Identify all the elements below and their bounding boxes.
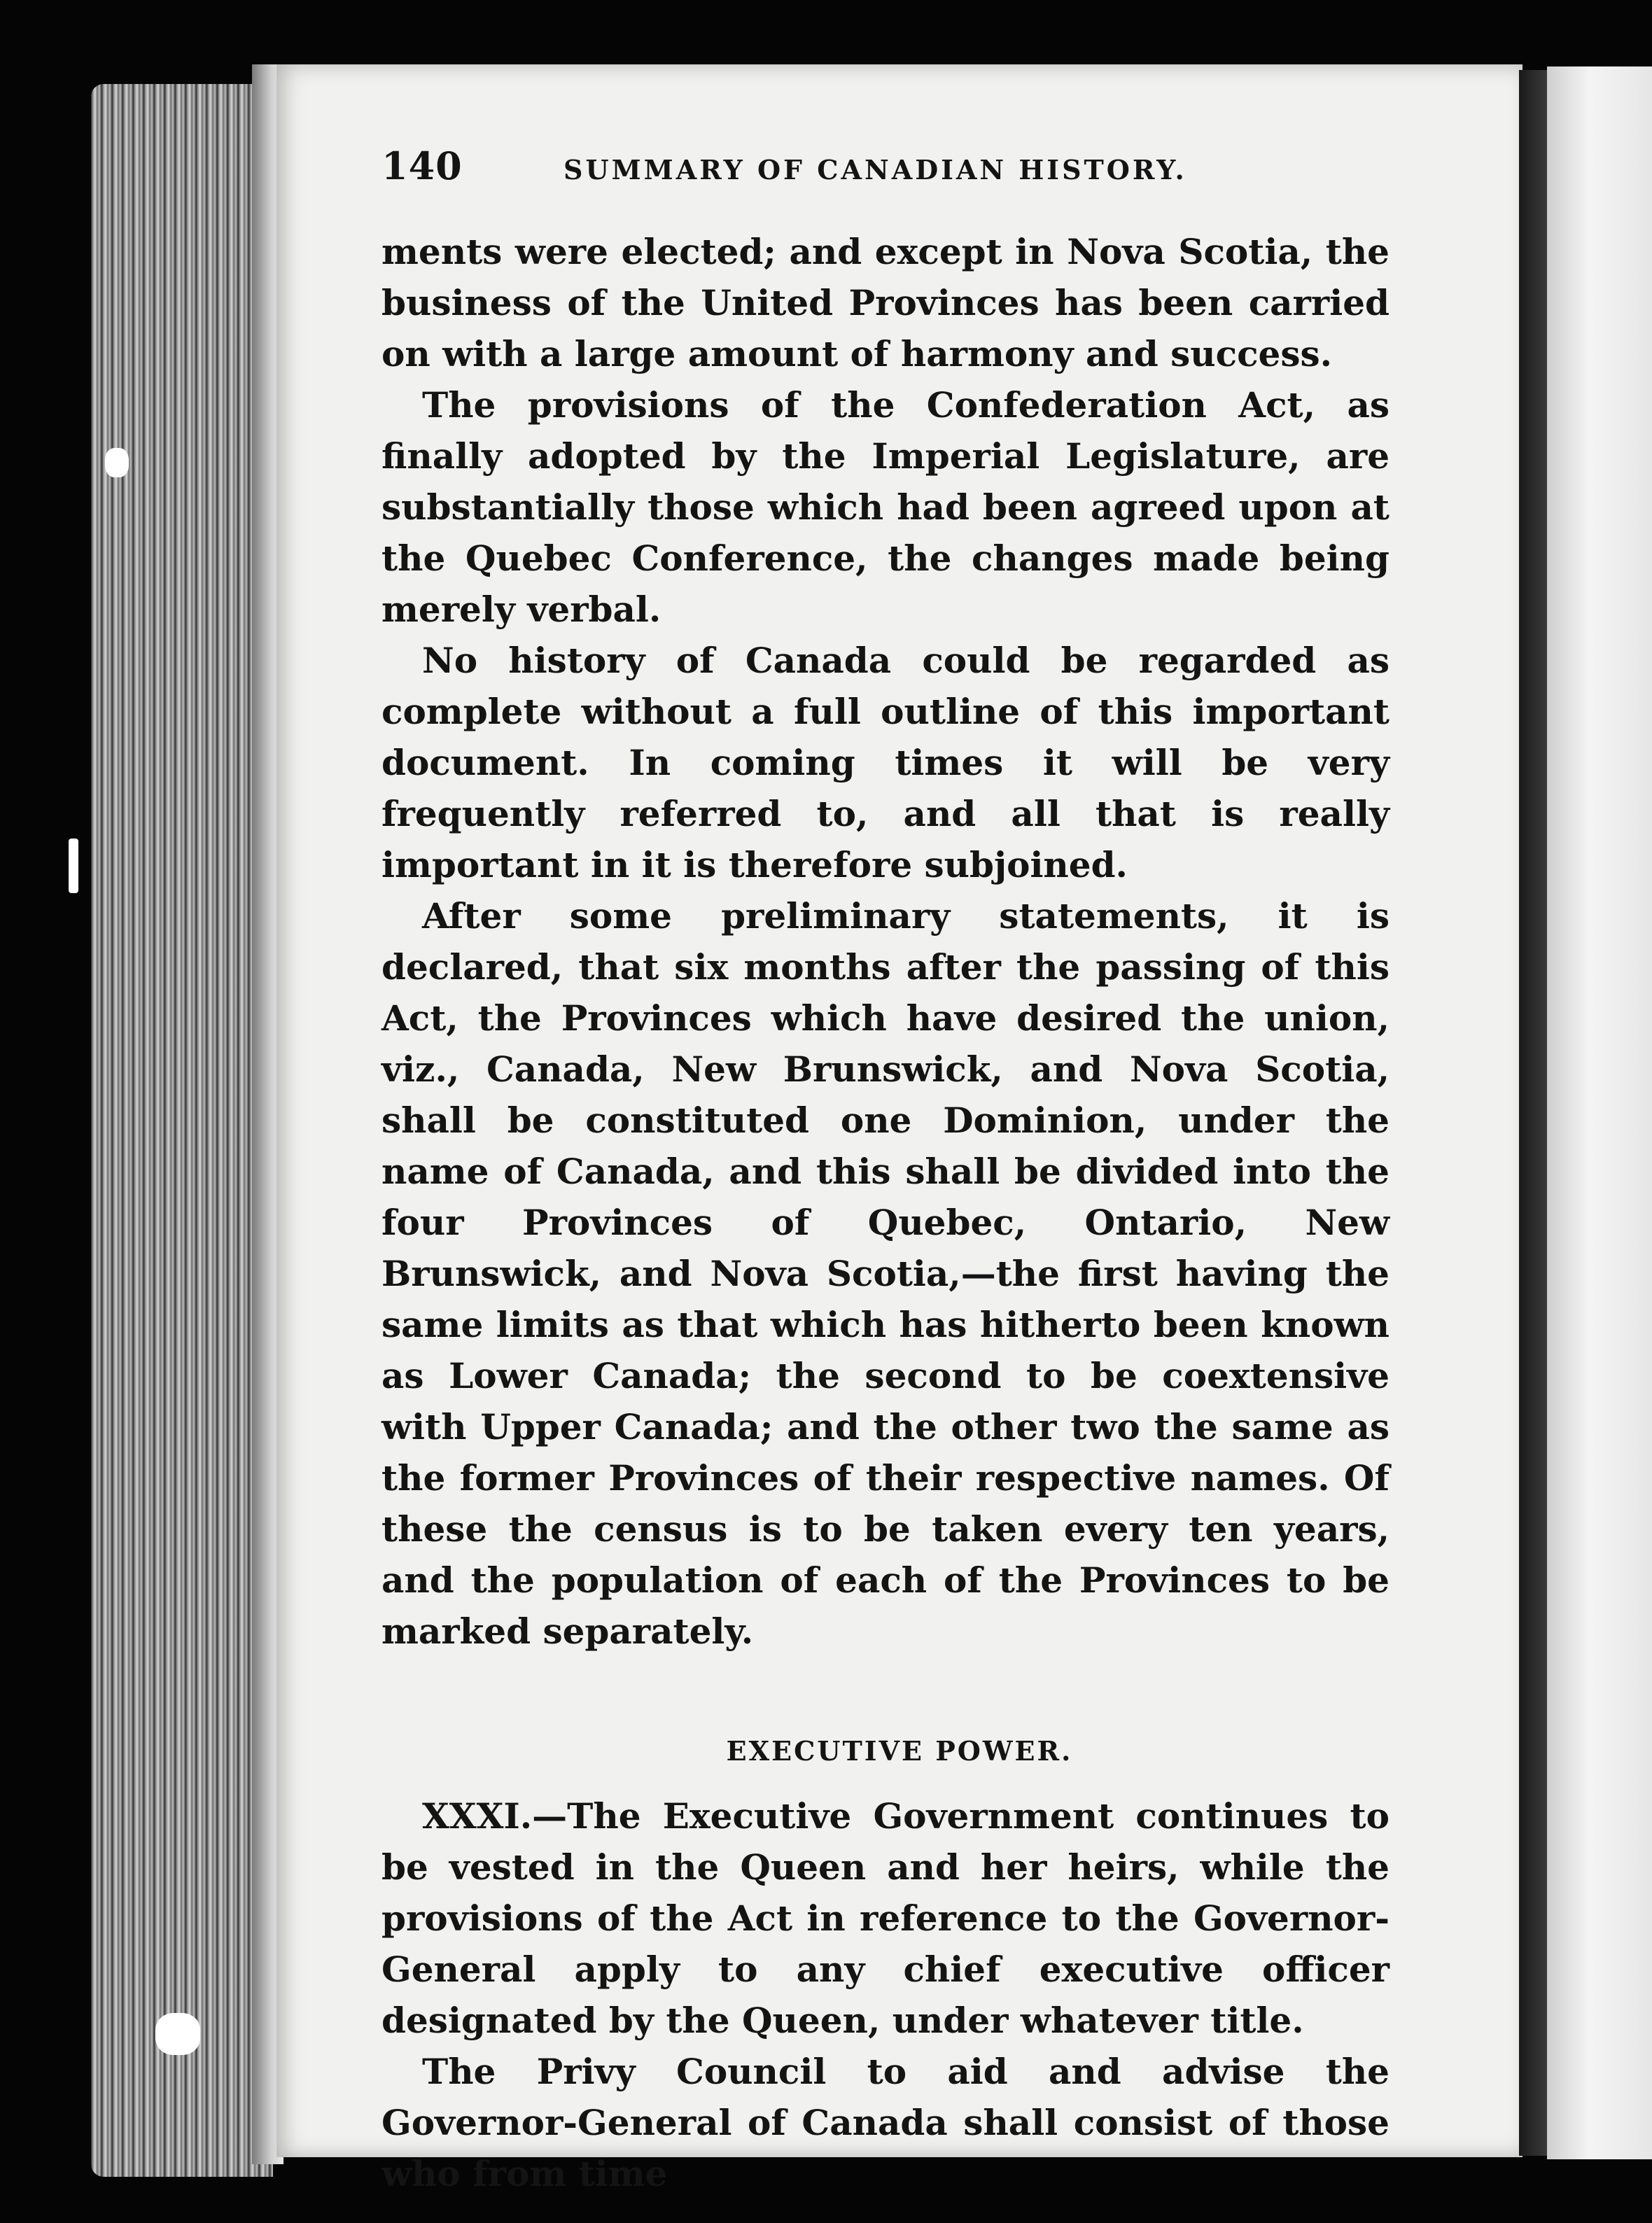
paragraph-executive-government: XXXI.—The Executive Government continues to be vested in the Queen and her heirs, while the provisions of the Act in reference to the Governor-General apply to any chief executive officer designated by the Queen, under whatever title.: [382, 1795, 1390, 2041]
facing-page-sliver: [1547, 66, 1652, 2159]
paragraph-provisions: The provisions of the Confederation Act, as finally adopted by the Imperial Legislature, are substantially those which had been agreed upon at the Quebec Conference, the changes made being merely verbal.: [382, 384, 1390, 630]
page-number: 140: [382, 143, 463, 188]
page-right-shadow: [1519, 70, 1547, 2156]
edge-blemish: [155, 2013, 200, 2055]
page-header: [382, 143, 1390, 206]
paragraph-declaration: After some preliminary statements, it is declared, that six months after the passing of this Act, the Provinces which have desired the union, viz., Canada, New Brunswick, and Nova Scotia, shall be constituted one Dominion, under the name of Canada, and this shall be divided into the four Provinces of Quebec, Ontario, New Brunswick, and Nova Scotia,—the first having the same limits as that which has hitherto been known as Lower Canada; the second to be coextensive with Upper Canada; and the other two the same as the former Provinces of their respective names. Of these the census is to be taken every ten years, and the population of each of the Provinces to be marked separately.: [382, 895, 1390, 1652]
running-head: SUMMARY OF CANADIAN HISTORY.: [564, 154, 1187, 185]
section-heading: EXECUTIVE POWER.: [726, 1735, 1073, 1767]
edge-blemish: [105, 448, 129, 477]
book-page-edges: [91, 84, 273, 2177]
page-content: [382, 143, 1390, 2199]
paragraph-history: No history of Canada could be regarded as complete without a full outline of this important document. In coming times it will be very frequently referred to, and all that is really important in it is therefore subjoined.: [382, 640, 1390, 885]
edge-blemish: [69, 839, 78, 893]
paragraph-privy-council: The Privy Council to aid and advise the Governor-General of Canada shall consist of those who from time: [382, 2051, 1390, 2194]
paragraph-continued: ments were elected; and except in Nova Scotia, the business of the United Provinces has been carried on with a large amount of harmony and success.: [382, 231, 1390, 374]
